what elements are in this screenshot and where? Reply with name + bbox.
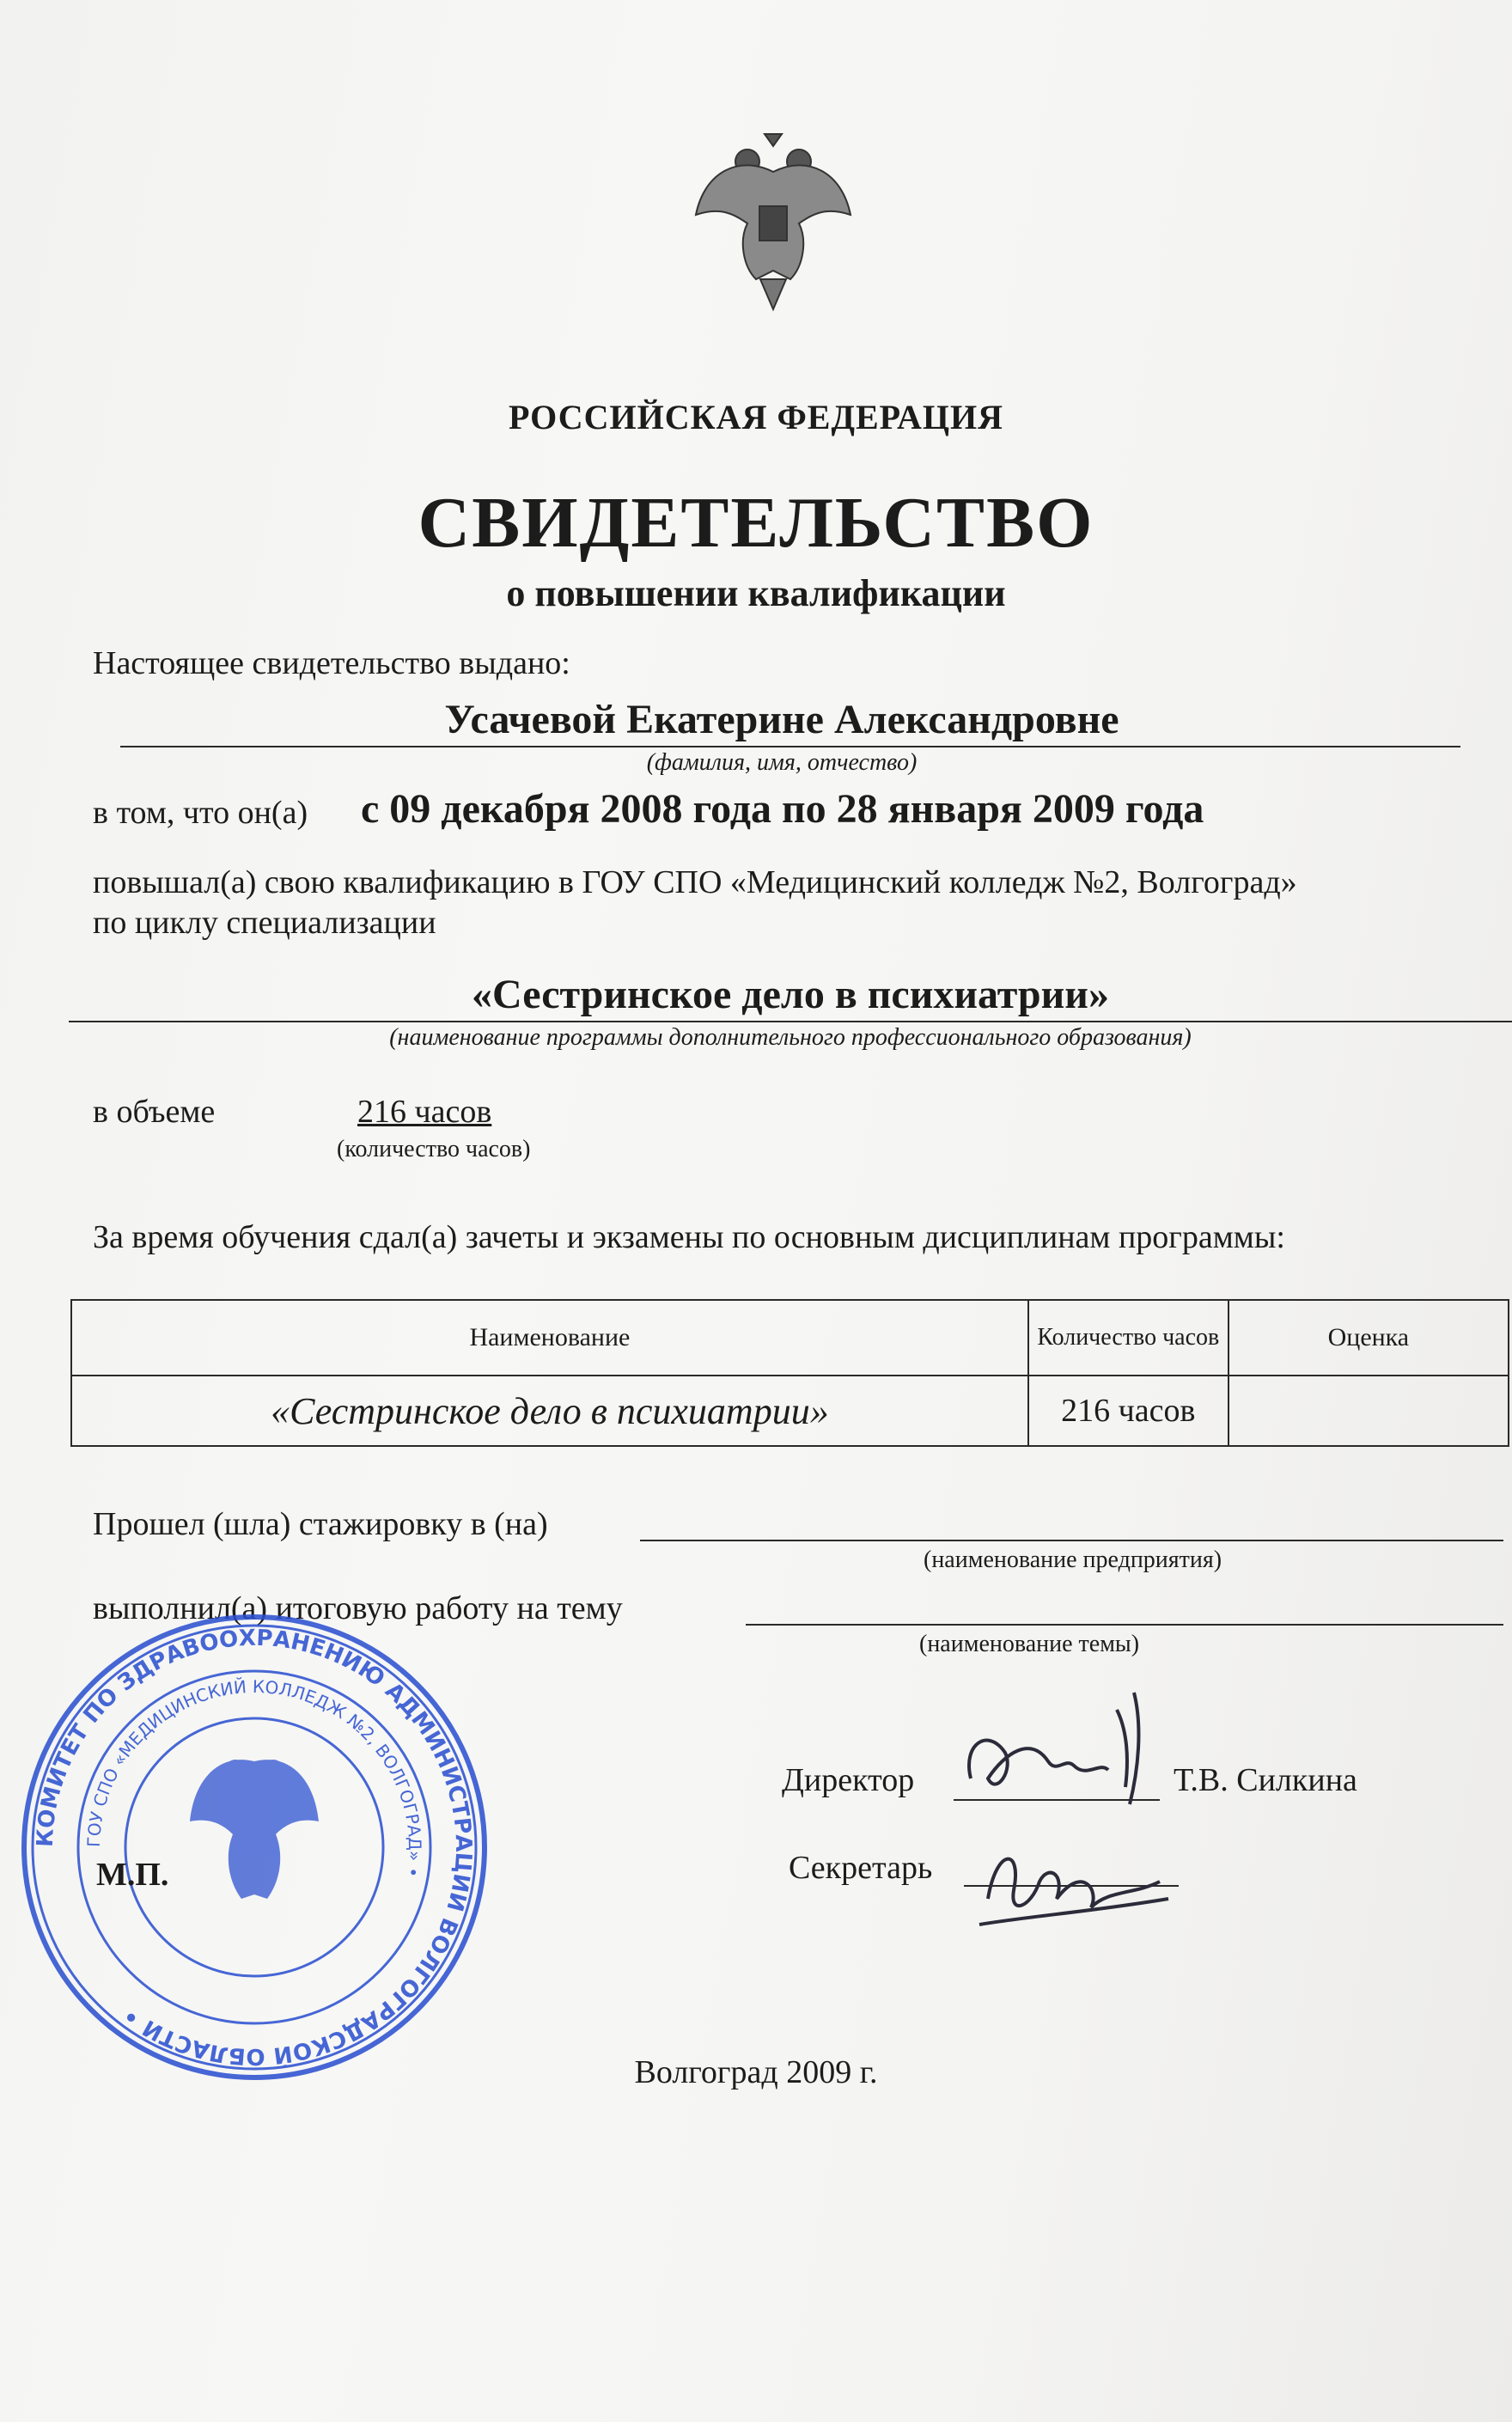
recipient-name: Усачевой Екатерине Александровне bbox=[444, 697, 1119, 742]
official-seal-stamp bbox=[14, 1607, 495, 2088]
issued-intro: Настоящее свидетельство выдано: bbox=[93, 645, 570, 681]
volume-label: в объеме bbox=[93, 1094, 216, 1130]
director-signature bbox=[954, 1675, 1211, 1821]
volume-value: 216 часов bbox=[357, 1094, 492, 1130]
footer-city-year: Волгоград 2009 г. bbox=[634, 2054, 878, 2090]
secretary-label: Секретарь bbox=[789, 1850, 933, 1886]
coat-of-arms-emblem bbox=[687, 120, 859, 318]
study-period: с 09 декабря 2008 года по 28 января 2009 года bbox=[361, 786, 1204, 832]
header-hours: Количество часов bbox=[1028, 1300, 1228, 1376]
final-work-label: выполнил(а) итоговую работу на тему bbox=[93, 1590, 623, 1626]
document-subtitle: о повышении квалификации bbox=[506, 572, 1006, 614]
discipline-hours: 216 часов bbox=[1028, 1376, 1228, 1446]
internship-underline bbox=[640, 1540, 1503, 1541]
qualification-line-1: повышал(а) свою квалификацию в ГОУ СПО «Медицинский колледж №2, Волгоград» bbox=[93, 864, 1297, 900]
period-prefix: в том, что он(а) bbox=[93, 795, 308, 831]
qualification-line-2: по циклу специализации bbox=[93, 905, 436, 941]
program-hint: (наименование программы дополнительного профессионального образования) bbox=[389, 1024, 1192, 1051]
secretary-signature bbox=[962, 1813, 1186, 1942]
internship-label: Прошел (шла) стажировку в (на) bbox=[93, 1506, 548, 1542]
final-work-underline bbox=[746, 1624, 1503, 1626]
discipline-grade bbox=[1228, 1376, 1509, 1446]
name-hint: (фамилия, имя, отчество) bbox=[646, 749, 918, 776]
director-name: Т.В. Силкина bbox=[1174, 1762, 1357, 1798]
exams-intro: За время обучения сдал(а) зачеты и экзамены по основным дисциплинам программы: bbox=[93, 1219, 1285, 1255]
country-heading: РОССИЙСКАЯ ФЕДЕРАЦИЯ bbox=[508, 398, 1003, 436]
grades-table bbox=[70, 1299, 1509, 1447]
final-work-hint: (наименование темы) bbox=[919, 1631, 1140, 1657]
program-name: «Сестринское дело в психиатрии» bbox=[472, 972, 1109, 1017]
program-underline bbox=[69, 1021, 1512, 1022]
discipline-name: «Сестринское дело в психиатрии» bbox=[71, 1376, 1028, 1446]
document-title: СВИДЕТЕЛЬСТВО bbox=[418, 483, 1094, 563]
svg-text:ГОУ СПО «МЕДИЦИНСКИЙ КОЛЛЕДЖ №: ГОУ СПО «МЕДИЦИНСКИЙ КОЛЛЕДЖ №2, ВОЛГОГРАД» • bbox=[82, 1675, 426, 1879]
director-label: Директор bbox=[782, 1762, 915, 1798]
internship-hint: (наименование предприятия) bbox=[924, 1547, 1222, 1573]
table-header-row bbox=[71, 1300, 1509, 1376]
seal-label: М.П. bbox=[96, 1857, 169, 1893]
header-name: Наименование bbox=[71, 1300, 1028, 1376]
name-underline bbox=[120, 746, 1460, 747]
volume-hint: (количество часов) bbox=[337, 1136, 531, 1162]
table-row bbox=[71, 1376, 1509, 1446]
header-grade: Оценка bbox=[1228, 1300, 1509, 1376]
svg-text:КОМИТЕТ ПО ЗДРАВООХРАНЕНИЮ АДМ: КОМИТЕТ ПО ЗДРАВООХРАНЕНИЮ АДМИНИСТРАЦИИ ВОЛГОГРАДСКОЙ ОБЛАСТИ • bbox=[32, 1625, 477, 2070]
